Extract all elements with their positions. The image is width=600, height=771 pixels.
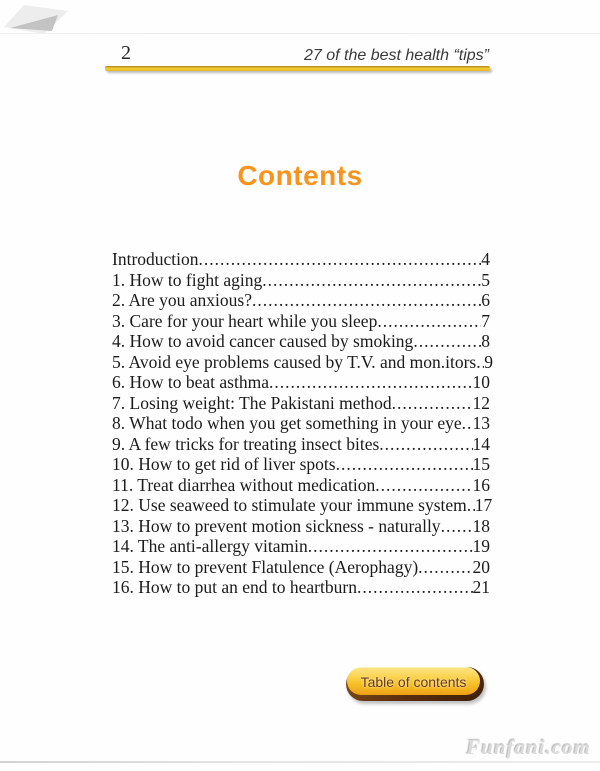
- toc-entry-label: 5. Avoid eye problems caused by T.V. and mon.itors: [112, 351, 477, 372]
- toc-leader-dots: [308, 536, 473, 557]
- toc-entry-label: 7. Losing weight: The Pakistani method: [112, 392, 392, 413]
- toc-entry-3[interactable]: [112, 311, 490, 332]
- toc-entry-page: 20: [472, 556, 490, 577]
- toc-entry-page: 15: [472, 454, 490, 474]
- toc-leader-dots: [375, 475, 472, 496]
- toc-entry-page: 7: [481, 310, 490, 331]
- toc-leader-dots: [199, 249, 482, 270]
- toc-leader-dots: [441, 516, 473, 537]
- toc-leader-dots: [413, 331, 481, 352]
- toc-entry-7[interactable]: [112, 393, 490, 414]
- toc-entry-8[interactable]: [112, 413, 490, 434]
- toc-leader-dots: [377, 311, 481, 332]
- toc-entry-label: 12. Use seaweed to stimulate your immune system: [112, 495, 467, 515]
- toc-leader-dots: [476, 352, 484, 373]
- toc-entry-5[interactable]: [112, 351, 493, 373]
- toc-entry-4[interactable]: [112, 331, 490, 352]
- contents-heading: Contents: [237, 160, 363, 191]
- toc-entry-9[interactable]: [112, 434, 490, 455]
- toc-entry-page: 5: [481, 269, 490, 290]
- toc-leader-dots: [336, 454, 473, 475]
- toc-entry-page: 9: [484, 351, 493, 372]
- page-bottom-edge: [0, 761, 600, 763]
- button-gold-face: [347, 667, 480, 695]
- toc-entry-page: 13: [472, 413, 490, 433]
- toc-entry-page: 21: [472, 577, 490, 597]
- toc-entry-6[interactable]: [112, 372, 490, 393]
- toc-entry-label: 16. How to put an end to heartburn: [112, 577, 357, 597]
- toc-entry-introduction[interactable]: [112, 249, 490, 270]
- toc-entry-page: 17: [474, 495, 493, 515]
- page-corner-fold-icon: [0, 0, 80, 50]
- toc-entry-label: 10. How to get rid of liver spots: [112, 454, 336, 474]
- toc-entry-16[interactable]: [112, 577, 490, 598]
- page-number: 2: [121, 42, 131, 64]
- toc-leader-dots: [418, 557, 472, 578]
- toc-leader-dots: [262, 270, 481, 291]
- toc-leader-dots: [357, 577, 473, 598]
- toc-entry-label: 4. How to avoid cancer caused by smoking: [112, 331, 414, 351]
- toc-entry-page: 6: [481, 290, 490, 310]
- toc-entry-label: 11. Treat diarrhea without medication: [112, 474, 376, 495]
- toc-entry-10[interactable]: [112, 454, 490, 475]
- toc-entry-label: 6. How to beat asthma: [112, 372, 269, 392]
- toc-entry-page: 16: [472, 474, 490, 495]
- toc-leader-dots: [392, 393, 473, 414]
- toc-entry-12[interactable]: [112, 495, 493, 516]
- toc-entry-15[interactable]: [112, 557, 490, 578]
- toc-entry-page: 14: [472, 433, 490, 454]
- toc-entry-label: 9. A few tricks for treating insect bites: [112, 433, 380, 454]
- toc-entry-13[interactable]: [112, 516, 490, 537]
- toc-entry-label: 8. What todo when you get something in your eye: [112, 413, 462, 433]
- toc-leader-dots: [467, 495, 475, 516]
- toc-entry-11[interactable]: [112, 475, 490, 496]
- toc-entry-label: 15. How to prevent Flatulence (Aerophagy): [112, 556, 419, 577]
- toc-entry-label: Introduction: [112, 249, 199, 269]
- toc-entry-label: 13. How to prevent motion sickness - naturally: [112, 515, 441, 536]
- watermark: Funfani.com: [466, 735, 591, 759]
- table-of-contents-button[interactable]: [346, 667, 484, 701]
- toc-entry-14[interactable]: [112, 536, 490, 557]
- toc-entry-page: 12: [472, 392, 490, 413]
- table-of-contents-list: [112, 249, 493, 598]
- toc-entry-label: 2. Are you anxious?: [112, 290, 252, 310]
- toc-entry-page: 19: [472, 536, 490, 556]
- toc-entry-page: 18: [472, 515, 490, 536]
- toc-entry-page: 10: [472, 372, 490, 392]
- toc-leader-dots: [269, 372, 473, 393]
- page-top-edge: [0, 33, 600, 34]
- running-book-title: 27 of the best health “tips”: [304, 47, 489, 64]
- toc-entry-page: 8: [481, 331, 490, 351]
- toc-entry-2[interactable]: [112, 290, 490, 311]
- header-gold-rule: [105, 66, 490, 71]
- toc-entry-page: 4: [481, 249, 490, 269]
- toc-entry-label: 14. The anti-allergy vitamin: [112, 536, 308, 556]
- toc-leader-dots: [252, 290, 481, 311]
- toc-entry-label: 1. How to fight aging: [112, 269, 263, 290]
- toc-entry-1[interactable]: [112, 270, 490, 291]
- toc-leader-dots: [462, 413, 473, 434]
- toc-leader-dots: [379, 434, 472, 455]
- toc-entry-label: 3. Care for your heart while you sleep: [112, 310, 378, 331]
- button-label: Table of contents: [360, 673, 467, 690]
